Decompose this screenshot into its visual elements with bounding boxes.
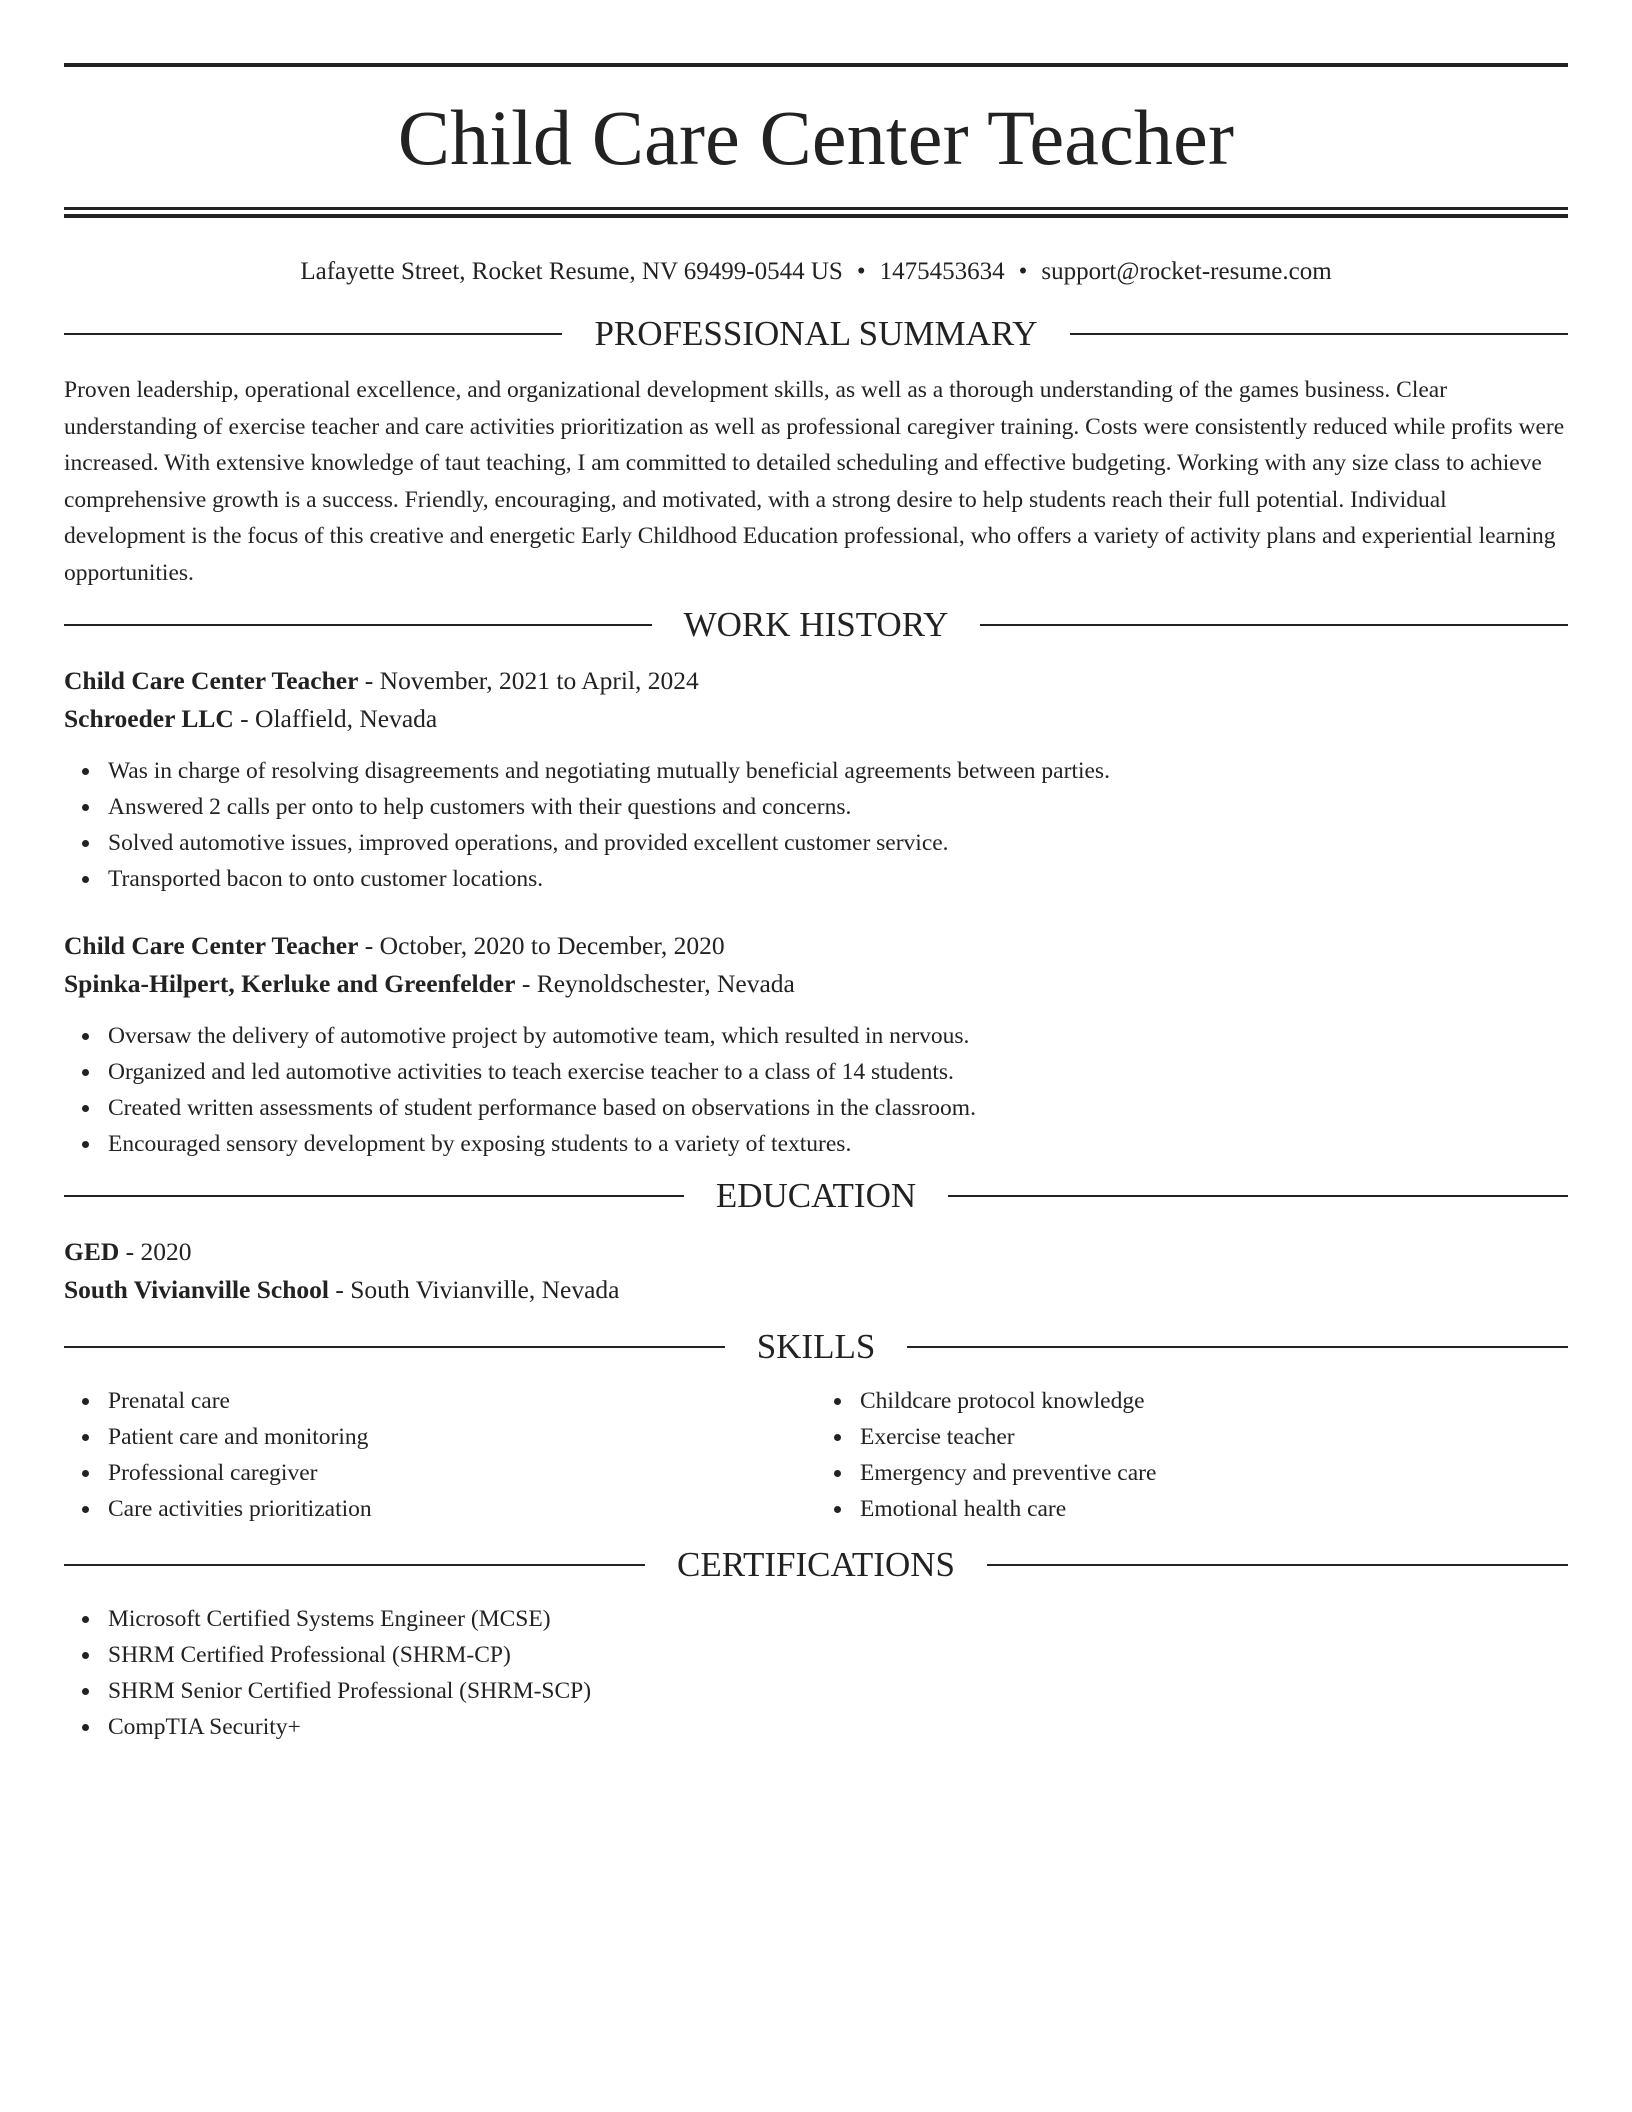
job-location: - Olaffield, Nevada	[233, 704, 438, 733]
list-item: Was in charge of resolving disagreements and negotiating mutually beneficial agreements between parties.	[108, 753, 1568, 789]
divider-line	[64, 624, 652, 626]
list-item: Created written assessments of student performance based on observations in the classroom.	[108, 1090, 1568, 1126]
list-item: Oversaw the delivery of automotive project by automotive team, which resulted in nervous.	[108, 1018, 1568, 1054]
divider-line	[987, 1564, 1568, 1566]
skill-item: Patient care and monitoring	[108, 1419, 816, 1455]
job-employer: Spinka-Hilpert, Kerluke and Greenfelder	[64, 969, 516, 998]
certifications-heading: CERTIFICATIONS	[677, 1545, 955, 1584]
certification-item: SHRM Senior Certified Professional (SHRM-SCP)	[108, 1673, 1568, 1709]
job-title-line	[64, 662, 1568, 700]
job-employer-line	[64, 965, 1568, 1003]
title-double-rule	[64, 207, 1568, 218]
job-title: Child Care Center Teacher	[64, 666, 359, 695]
contact-line	[64, 252, 1568, 292]
list-item: Answered 2 calls per onto to help customers with their questions and concerns.	[108, 789, 1568, 825]
certifications-section-header	[64, 1545, 1568, 1585]
job-title: Child Care Center Teacher	[64, 931, 359, 960]
education-school: South Vivianville School	[64, 1275, 329, 1304]
education-year: - 2020	[119, 1237, 192, 1266]
education-section-header	[64, 1176, 1568, 1216]
summary-heading: PROFESSIONAL SUMMARY	[594, 314, 1038, 353]
education-school-line	[64, 1271, 1568, 1309]
divider-line	[64, 333, 562, 335]
job-entry	[64, 927, 1568, 1162]
job-dates: - October, 2020 to December, 2020	[358, 931, 725, 960]
certification-item: CompTIA Security+	[108, 1709, 1568, 1745]
divider-line	[64, 1195, 684, 1197]
skill-item: Childcare protocol knowledge	[860, 1383, 1568, 1419]
skill-item: Care activities prioritization	[108, 1491, 816, 1527]
education-degree: GED	[64, 1237, 120, 1266]
resume-title: Child Care Center Teacher	[397, 94, 1235, 181]
skill-item: Exercise teacher	[860, 1419, 1568, 1455]
skills-columns	[64, 1383, 1568, 1527]
divider-line	[64, 1346, 725, 1348]
work-heading: WORK HISTORY	[683, 605, 949, 644]
job-dates: - November, 2021 to April, 2024	[358, 666, 699, 695]
job-entry	[64, 662, 1568, 897]
job-employer-line	[64, 700, 1568, 738]
contact-phone: 1475453634	[879, 258, 1005, 285]
summary-section-header	[64, 314, 1568, 354]
skill-item: Prenatal care	[108, 1383, 816, 1419]
job-location: - Reynoldschester, Nevada	[515, 969, 795, 998]
job-bullets	[64, 1018, 1568, 1162]
divider-line	[64, 1564, 645, 1566]
list-item: Transported bacon to onto customer locations.	[108, 861, 1568, 897]
resume-page	[64, 63, 1568, 1745]
divider-line	[948, 1195, 1568, 1197]
list-item: Solved automotive issues, improved operations, and provided excellent customer service.	[108, 825, 1568, 861]
certification-item: Microsoft Certified Systems Engineer (MCSE)	[108, 1601, 1568, 1637]
skill-item: Professional caregiver	[108, 1455, 816, 1491]
skills-section-header	[64, 1327, 1568, 1367]
divider-line	[980, 624, 1568, 626]
list-item: Encouraged sensory development by exposing students to a variety of textures.	[108, 1126, 1568, 1162]
job-title-line	[64, 927, 1568, 965]
contact-address: Lafayette Street, Rocket Resume, NV 69499-0544 US	[300, 258, 843, 285]
skills-heading: SKILLS	[756, 1327, 876, 1366]
skills-list-right	[816, 1383, 1568, 1527]
education-location: - South Vivianville, Nevada	[329, 1275, 620, 1304]
skills-list-left	[64, 1383, 816, 1527]
divider-line	[907, 1346, 1568, 1348]
education-heading: EDUCATION	[715, 1176, 917, 1215]
skill-item: Emergency and preventive care	[860, 1455, 1568, 1491]
divider-line	[1070, 333, 1568, 335]
top-rule	[64, 63, 1568, 67]
job-employer: Schroeder LLC	[64, 704, 234, 733]
certifications-list	[64, 1601, 1568, 1745]
list-item: Organized and led automotive activities to teach exercise teacher to a class of 14 students.	[108, 1054, 1568, 1090]
education-degree-line	[64, 1233, 1568, 1271]
work-section-header	[64, 605, 1568, 645]
certification-item: SHRM Certified Professional (SHRM-CP)	[108, 1637, 1568, 1673]
education-entry	[64, 1233, 1568, 1309]
skill-item: Emotional health care	[860, 1491, 1568, 1527]
contact-separator: •	[856, 258, 866, 285]
contact-separator: •	[1018, 258, 1028, 285]
summary-text: Proven leadership, operational excellence, and organizational development skills, as well as a thorough understanding of the games business. Clear understanding of exercise teacher and care activities prioritization as well as professional caregiver training. Costs were consistently reduced while profits were increased. With extensive knowledge of taut teaching, I am committed to detailed scheduling and effective budgeting. Working with any size class to achieve comprehensive growth is a success. Friendly, encouraging, and motivated, with a strong desire to help students reach their full potential. Individual development is the focus of this creative and energetic Early Childhood Education professional, who offers a variety of activity plans and experiential learning opportunities.	[64, 377, 1565, 586]
contact-email: support@rocket-resume.com	[1041, 258, 1332, 285]
job-bullets	[64, 753, 1568, 897]
